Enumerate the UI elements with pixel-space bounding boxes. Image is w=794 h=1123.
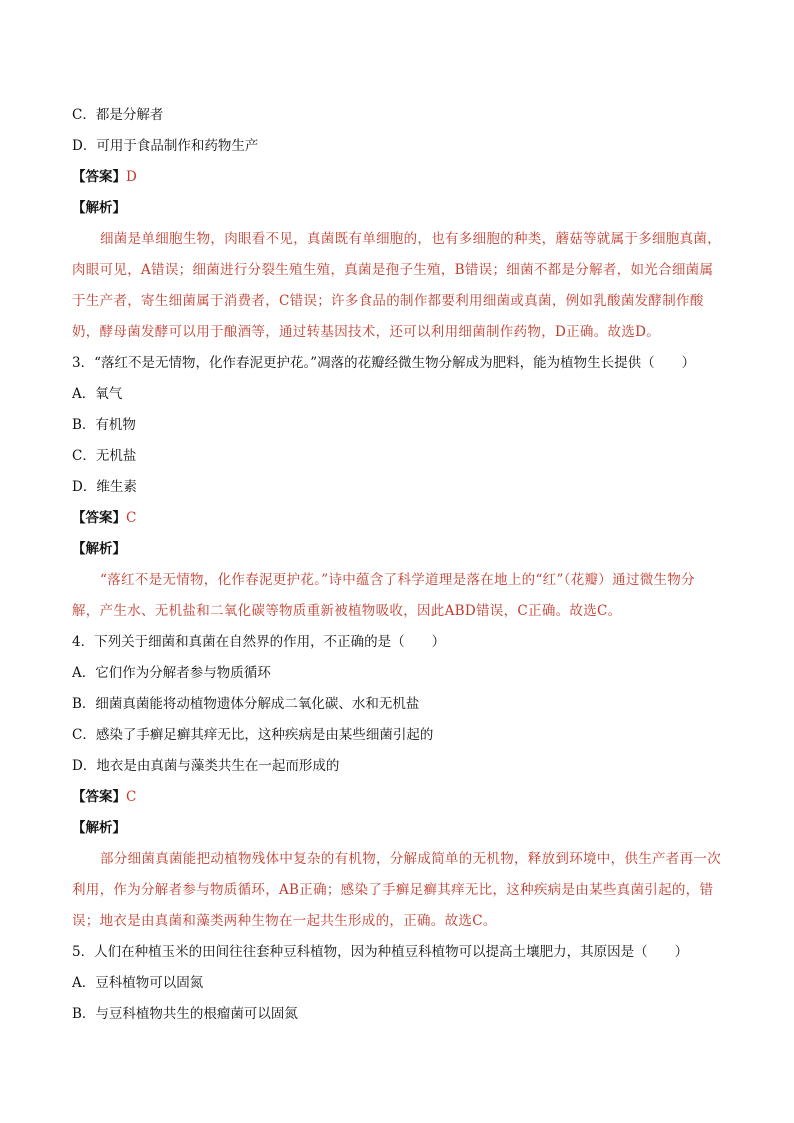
q3-analysis-tag [72,534,722,565]
q2-analysis-text: 细菌是单细胞生物，肉眼看不见，真菌既有单细胞的，也有多细胞的种类，蘑菇等就属于多细胞真菌，肉眼可见，A错误；细菌进行分裂生殖生殖，真菌是孢子生殖，B错误；细菌不都是分解者，如光合细菌属于生产者，寄生细菌属于消费者，C错误；许多食品的制作都要利用细菌或真菌，例如乳酸菌发酵制作酸奶，酵母菌发酵可以用于酿酒等，通过转基因技术，还可以利用细菌制作药物，D正确。故选D。 [72,231,721,340]
q2-analysis-tag [72,193,722,224]
q3-analysis-text: “落红不是无情物，化作春泥更护花。”诗中蕴含了科学道理是落在地上的“红”（花瓣）通过微生物分解，产生水、无机盐和二氧化碳等物质重新被植物吸收，因此ABD错误，C正确。故选C。 [72,572,695,619]
answer-tag: 【答案】 [72,169,126,185]
q4-answer-row [72,782,722,813]
q4-stem: 4．下列关于细菌和真菌在自然界的作用，不正确的是（ ） [72,634,446,650]
q2-answer-row [72,162,722,193]
q5-option-b: B．与豆科植物共生的根瘤菌可以固氮 [72,1006,298,1022]
q3-option-c: C．无机盐 [72,448,137,464]
q4-option-c: C．感染了手癣足癣其痒无比，这种疾病是由某些细菌引起的 [72,727,434,743]
q3-stem: 3．“落红不是无情物，化作春泥更护花。”凋落的花瓣经微生物分解成为肥料，能为植物生长提供（ ） [72,355,696,371]
answer-value: C [126,789,137,805]
document-content [72,100,722,1030]
q3-option-d: D．维生素 [72,479,137,495]
answer-value: D [126,169,137,185]
q2-option-d: D．可用于食品制作和药物生产 [72,138,259,154]
q2-option-c: C．都是分解者 [72,107,164,123]
q4-analysis-tag [72,813,722,844]
analysis-tag: 【解析】 [72,200,126,216]
analysis-tag: 【解析】 [72,541,126,557]
answer-tag: 【答案】 [72,789,126,805]
q3-option-b: B．有机物 [72,417,136,433]
q3-option-a: A．氧气 [72,386,123,402]
answer-tag: 【答案】 [72,510,126,526]
answer-value: C [126,510,137,526]
q4-analysis-text: 部分细菌真菌能把动植物残体中复杂的有机物，分解成简单的无机物，释放到环境中，供生产者再一次利用，作为分解者参与物质循环，AB正确；感染了手癣足癣其痒无比，这种疾病是由某些真菌引起的，错误；地衣是由真菌和藻类两种生物在一起共生形成的，正确。故选C。 [72,851,721,929]
q4-option-a: A．它们作为分解者参与物质循环 [72,665,271,681]
q3-answer-row [72,503,722,534]
q4-option-d: D．地衣是由真菌与藻类共生在一起而形成的 [72,758,340,774]
q5-option-a: A．豆科植物可以固氮 [72,975,204,991]
q5-stem: 5．人们在种植玉米的田间往往套种豆科植物，因为种植豆科植物可以提高土壤肥力，其原因是（ ） [72,944,689,960]
q4-option-b: B．细菌真菌能将动植物遗体分解成二氧化碳、水和无机盐 [72,696,420,712]
analysis-tag: 【解析】 [72,820,126,836]
